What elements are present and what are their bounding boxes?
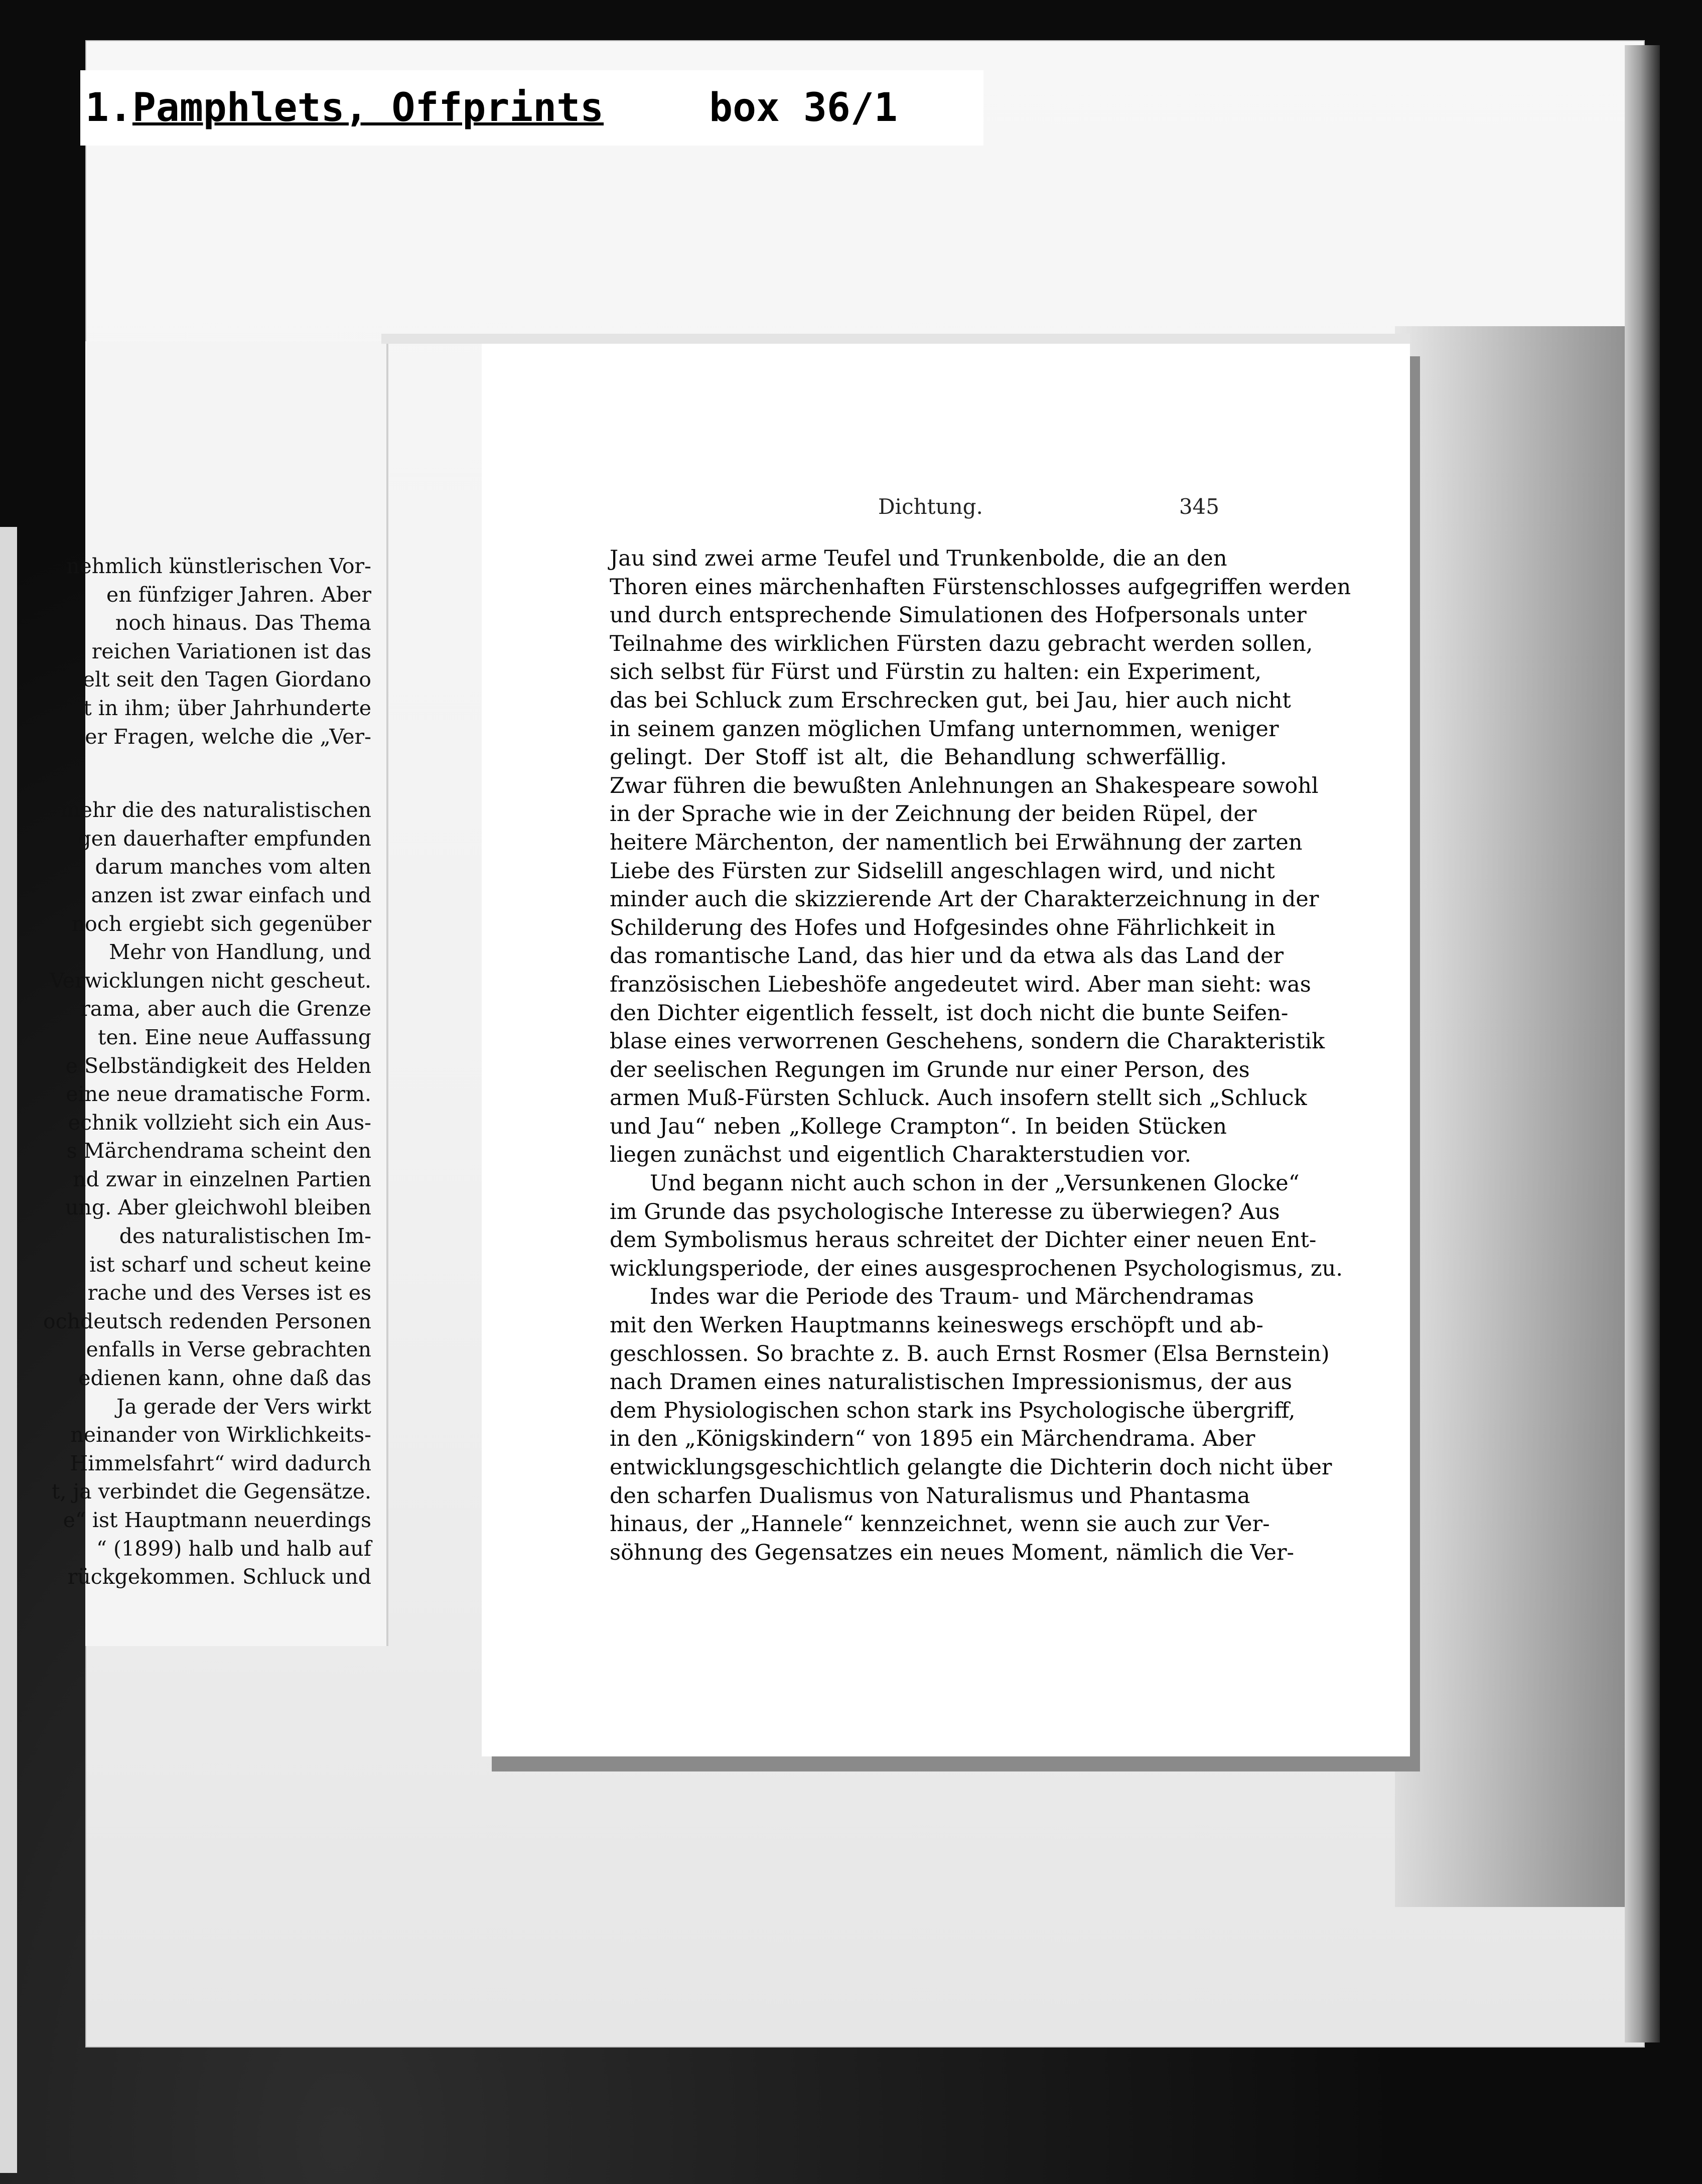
body-text-line: und durch entsprechende Simulationen des Hofpersonals unter (610, 603, 1307, 628)
mounting-sheet-edge (1625, 45, 1660, 2042)
body-text-line: Schilderung des Hofes und Hofgesindes ohne Fährlichkeit in (610, 915, 1276, 940)
body-text-line: im Grunde das psychologische Interesse zu überwiegen? Aus (610, 1199, 1280, 1224)
left-text-line: t in ihm; über Jahrhunderte (83, 696, 371, 720)
left-text-line: rache und des Verses ist es (87, 1281, 371, 1305)
running-head-title: Dichtung. (878, 494, 983, 519)
label-box: box 36/1 (709, 85, 898, 130)
body-text-line: gelingt. Der Stoff ist alt, die Behandlung schwerfällig. (610, 745, 1227, 770)
left-text-line: neinander von Wirklichkeits- (70, 1423, 371, 1447)
left-text-line: nehmlich künstlerischen Vor- (66, 554, 371, 578)
body-text-line: sich selbst für Fürst und Fürstin zu halten: ein Experiment, (610, 659, 1262, 685)
left-clipping-text (0, 552, 371, 1591)
left-text-line: Mehr von Handlung, und (109, 940, 371, 965)
left-text-line: rama, aber auch die Grenze (80, 997, 371, 1021)
left-text-line: eine neue dramatische Form. (66, 1082, 371, 1107)
body-text-line: in seinem ganzen möglichen Umfang unternommen, weniger (610, 716, 1279, 742)
left-text-line: mehr die des naturalistischen (60, 798, 371, 823)
running-head (878, 494, 1219, 524)
page-number: 345 (1179, 494, 1219, 519)
left-text-line: reichen Variationen ist das (91, 639, 371, 663)
left-text-line: e“ ist Hauptmann neuerdings (63, 1508, 371, 1532)
left-text-line: er Fragen, welche die „Ver- (85, 724, 371, 749)
body-text-line: der seelischen Regungen im Grunde nur einer Person, des (610, 1057, 1250, 1082)
sheet-shadow (1395, 326, 1631, 1907)
body-text-line: französischen Liebeshöfe angedeutet wird. Aber man sieht: was (610, 972, 1311, 997)
left-text-line: des naturalistischen Im- (119, 1224, 371, 1249)
left-text-line: gen dauerhafter empfunden (78, 826, 371, 851)
label-number: 1. (85, 85, 132, 130)
body-text-line: in den „Königskindern“ von 1895 ein Märchendrama. Aber (610, 1426, 1255, 1452)
body-text-line: das romantische Land, das hier und da etwa als das Land der (610, 943, 1284, 969)
left-text-line: ist scharf und scheut keine (89, 1252, 371, 1277)
body-text-line: Jau sind zwei arme Teufel und Trunkenbolde, die an den (610, 546, 1227, 571)
body-text-line: das bei Schluck zum Erschrecken gut, bei Jau, hier auch nicht (610, 688, 1291, 713)
left-text-line: e Selbständigkeit des Helden (65, 1053, 371, 1078)
body-text-line: hinaus, der „Hannele“ kennzeichnet, wenn sie auch zur Ver- (610, 1512, 1270, 1537)
left-text-line: ochdeutsch redenden Personen (43, 1309, 371, 1333)
left-text-line: enfalls in Verse gebrachten (86, 1337, 371, 1362)
left-text-line: darum manches vom alten (95, 855, 371, 879)
left-text-line: s Märchendrama scheint den (66, 1139, 371, 1163)
left-text-line: en fünfziger Jahren. Aber (106, 582, 371, 607)
left-text-line: ung. Aber gleichwohl bleiben (65, 1195, 371, 1220)
left-text-line: echnik vollzieht sich ein Aus- (68, 1110, 371, 1135)
body-text-line: Zwar führen die bewußten Anlehnungen an Shakespeare sowohl (610, 773, 1319, 798)
body-text-line: wicklungsperiode, der eines ausgesprochenen Psychologismus, zu. (610, 1256, 1343, 1281)
body-text-line: armen Muß-Fürsten Schluck. Auch insofern stellt sich „Schluck (610, 1085, 1307, 1111)
archive-label-text (85, 80, 898, 135)
body-text-line: dem Physiologischen schon stark ins Psychologische übergriff, (610, 1398, 1296, 1423)
left-text-line: noch hinaus. Das Thema (115, 611, 371, 635)
left-text-line: edienen kann, ohne daß das (78, 1366, 371, 1391)
body-text-line: geschlossen. So brachte z. B. auch Ernst Rosmer (Elsa Bernstein) (610, 1341, 1330, 1367)
main-clipping-text (610, 544, 1351, 1567)
body-text-line: minder auch die skizzierende Art der Charakterzeichnung in der (610, 887, 1319, 912)
left-text-line: ten. Eine neue Auffassung (97, 1025, 371, 1049)
body-text-line: den Dichter eigentlich fesselt, ist doch nicht die bunte Seifen- (610, 1000, 1289, 1026)
body-text-line: mit den Werken Hauptmanns keineswegs erschöpft und ab- (610, 1313, 1263, 1338)
body-text-line: liegen zunächst und eigentlich Charakterstudien vor. (610, 1142, 1192, 1168)
body-text-line: nach Dramen eines naturalistischen Impressionismus, der aus (610, 1370, 1292, 1395)
left-text-line: Himmelsfahrt“ wird dadurch (70, 1451, 371, 1475)
left-clipping (43, 341, 388, 1646)
body-text-line: Thoren eines märchenhaften Fürstenschlosses aufgegriffen werden (610, 574, 1351, 600)
left-text-line: rückgekommen. Schluck und (67, 1565, 371, 1589)
left-text-line: “ (1899) halb und halb auf (96, 1536, 371, 1561)
left-text-line: t, ja verbindet die Gegensätze. (52, 1479, 371, 1504)
left-text-line: elt seit den Tagen Giordano (82, 667, 371, 692)
body-text-line: dem Symbolismus heraus schreitet der Dichter einer neuen Ent- (610, 1227, 1317, 1253)
label-series: Pamphlets, Offprints (132, 85, 604, 130)
body-text-line: in der Sprache wie in der Zeichnung der beiden Rüpel, der (610, 801, 1257, 827)
body-text-line: und Jau“ neben „Kollege Crampton“. In beiden Stücken (610, 1114, 1227, 1139)
left-text-line: Verwicklungen nicht gescheut. (49, 968, 371, 993)
body-text-line: heitere Märchenton, der namentlich bei Erwähnung der zarten (610, 830, 1303, 855)
body-text-line: entwicklungsgeschichtlich gelangte die Dichterin doch nicht über (610, 1455, 1332, 1480)
body-text-line: den scharfen Dualismus von Naturalismus und Phantasma (610, 1483, 1250, 1509)
left-text-line (0, 751, 371, 796)
body-text-line: Liebe des Fürsten zur Sidselill angeschlagen wird, und nicht (610, 858, 1275, 884)
left-text-line: Ja gerade der Vers wirkt (116, 1394, 371, 1419)
left-text-line: noch ergiebt sich gegenüber (71, 911, 371, 936)
body-text-line: söhnung des Gegensatzes ein neues Moment, nämlich die Ver- (610, 1540, 1295, 1565)
body-text-line: Indes war die Periode des Traum- und Märchendramas (650, 1284, 1254, 1310)
left-text-line: anzen ist zwar einfach und (91, 883, 371, 907)
left-text-line: nd zwar in einzelnen Partien (73, 1167, 371, 1191)
body-text-line: blase eines verworrenen Geschehens, sondern die Charakteristik (610, 1029, 1325, 1054)
body-text-line: Und begann nicht auch schon in der „Versunkenen Glocke“ (650, 1171, 1300, 1196)
body-text-line: Teilnahme des wirklichen Fürsten dazu gebracht werden sollen, (610, 631, 1313, 656)
